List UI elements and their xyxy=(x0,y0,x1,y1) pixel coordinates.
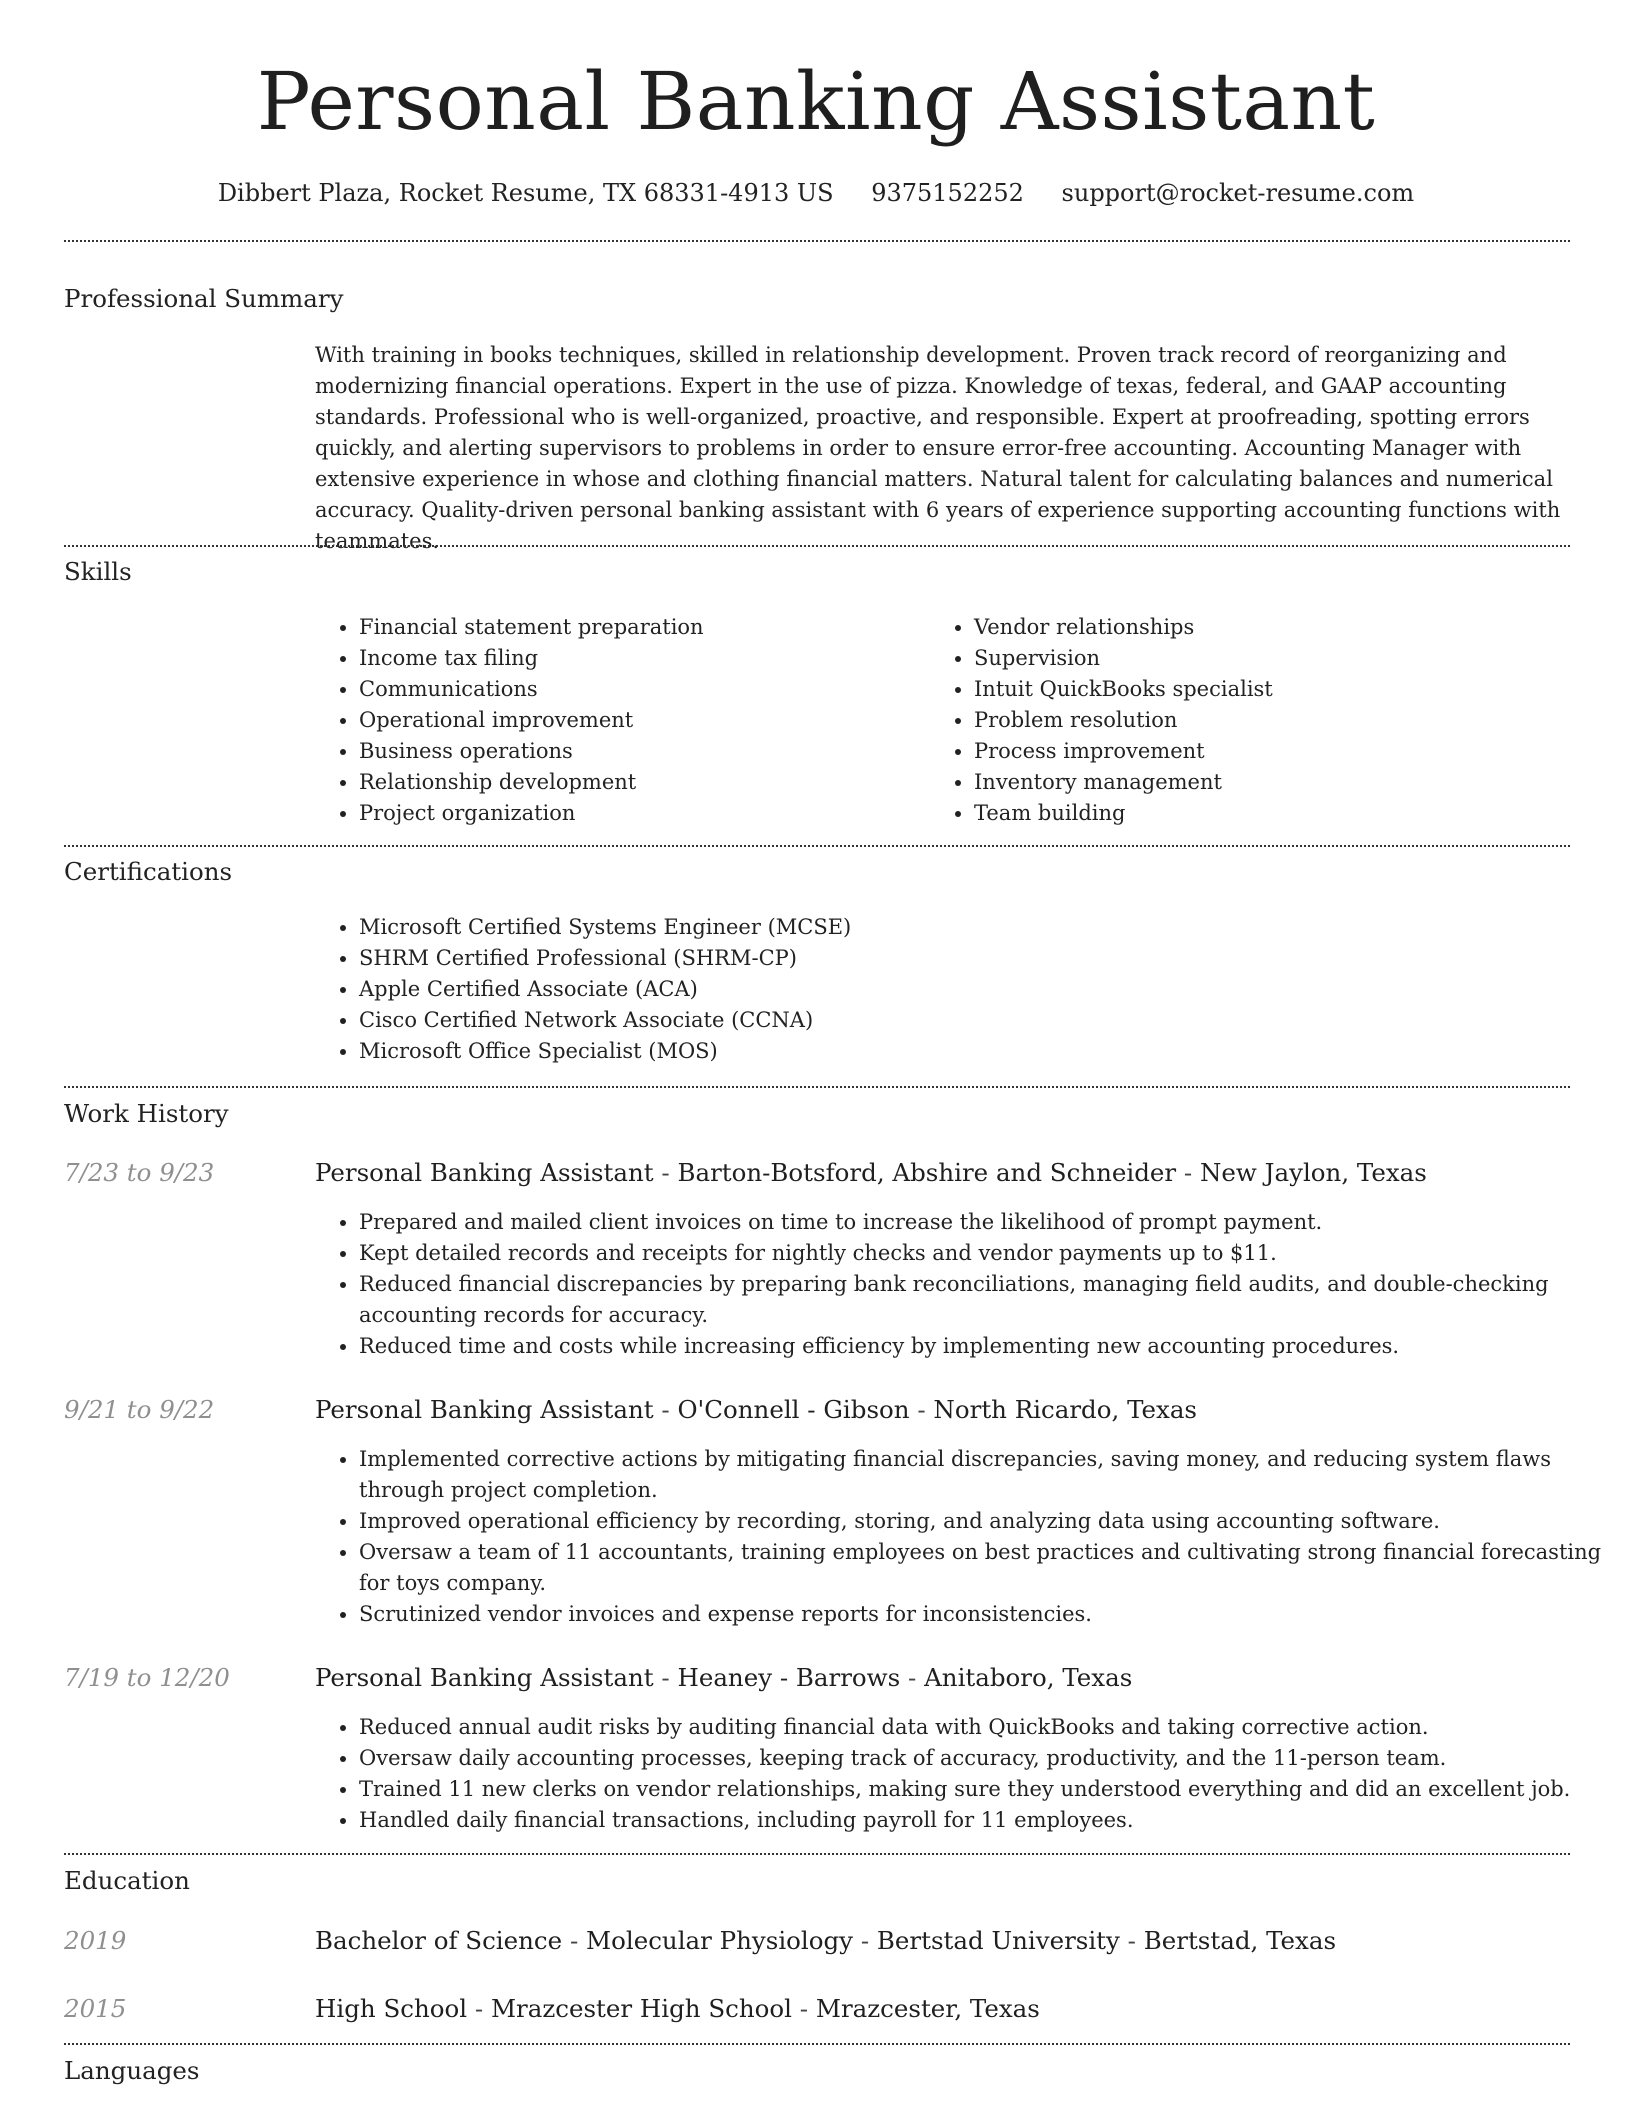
education-school: Mrazcester High School xyxy=(490,1994,792,2023)
job-location: Anitaboro, Texas xyxy=(924,1663,1133,1692)
summary-title: Professional Summary xyxy=(64,284,344,313)
job-bullet: • Scrutinized vendor invoices and expense reports for inconsistencies. xyxy=(359,1599,1615,1630)
contact-line xyxy=(0,178,1632,208)
job-separator: - xyxy=(1183,1158,1193,1187)
job-separator: - xyxy=(908,1663,917,1692)
job-separator: - xyxy=(661,1395,670,1424)
job-bullet: • Prepared and mailed client invoices on time to increase the likelihood of prompt payment. xyxy=(359,1207,1615,1238)
education-separator: - xyxy=(474,1994,484,2023)
job-dates: 7/23 to 9/23 xyxy=(64,1158,215,1187)
education-degree: Bachelor of Science xyxy=(315,1926,563,1955)
education-separator: - xyxy=(860,1926,870,1955)
contact-email: support@rocket-resume.com xyxy=(1061,179,1415,207)
job-bullets xyxy=(315,1444,1615,1630)
education-title: Education xyxy=(64,1866,190,1895)
job-bullet: • Reduced annual audit risks by auditing financial data with QuickBooks and taking corrective action. xyxy=(359,1712,1615,1743)
education-separator: - xyxy=(569,1926,579,1955)
education-degree: High School xyxy=(315,1994,468,2023)
resume-name: Personal Banking Assistant xyxy=(256,55,1376,148)
section-divider xyxy=(64,545,1570,547)
skill-item: • Business operations xyxy=(359,736,919,767)
education-field: Molecular Physiology xyxy=(586,1926,854,1955)
education-year: 2015 xyxy=(64,1994,127,2023)
job-title: Personal Banking Assistant xyxy=(315,1395,654,1424)
skills-title: Skills xyxy=(64,557,132,586)
certifications-list xyxy=(315,912,1615,1067)
skills-list-left xyxy=(315,612,919,829)
skills-list-right xyxy=(930,612,1574,829)
job-bullet: • Reduced financial discrepancies by preparing bank reconciliations, managing field audits, and double-checking accounting records for accuracy. xyxy=(359,1269,1615,1331)
education-location: Mrazcester, Texas xyxy=(815,1994,1040,2023)
skill-item: • Problem resolution xyxy=(974,705,1574,736)
certification-item: • Microsoft Certified Systems Engineer (MCSE) xyxy=(359,912,1615,943)
section-divider xyxy=(64,240,1570,242)
education-separator: - xyxy=(1127,1926,1136,1955)
job-title: Personal Banking Assistant xyxy=(315,1158,654,1187)
skill-item: • Vendor relationships xyxy=(974,612,1574,643)
job-separator: - xyxy=(661,1663,670,1692)
skill-item: • Communications xyxy=(359,674,919,705)
skill-item: • Process improvement xyxy=(974,736,1574,767)
certification-item: • SHRM Certified Professional (SHRM-CP) xyxy=(359,943,1615,974)
skill-item: • Inventory management xyxy=(974,767,1574,798)
job-bullet: • Improved operational efficiency by recording, storing, and analyzing data using accounting software. xyxy=(359,1506,1615,1537)
job-bullet: • Trained 11 new clerks on vendor relationships, making sure they understood everything and did an excellent job. xyxy=(359,1774,1615,1805)
job-heading xyxy=(315,1663,1132,1693)
education-year: 2019 xyxy=(64,1926,127,1955)
section-divider xyxy=(64,845,1570,847)
job-dates: 7/19 to 12/20 xyxy=(64,1663,230,1692)
job-separator: - xyxy=(661,1158,670,1187)
skill-item: • Project organization xyxy=(359,798,919,829)
certification-item: • Microsoft Office Specialist (MOS) xyxy=(359,1036,1615,1067)
section-divider xyxy=(64,1853,1570,1855)
job-bullet: • Reduced time and costs while increasing efficiency by implementing new accounting procedures. xyxy=(359,1331,1615,1362)
section-divider xyxy=(64,2043,1570,2045)
job-bullets xyxy=(315,1207,1615,1362)
job-bullets xyxy=(315,1712,1615,1836)
job-bullet: • Implemented corrective actions by mitigating financial discrepancies, saving money, and reducing system flaws through project completion. xyxy=(359,1444,1615,1506)
job-bullet: • Oversaw a team of 11 accountants, training employees on best practices and cultivating strong financial forecasting for toys company. xyxy=(359,1537,1615,1599)
job-bullet: • Handled daily financial transactions, including payroll for 11 employees. xyxy=(359,1805,1615,1836)
education-heading xyxy=(315,1994,1040,2024)
job-location: North Ricardo, Texas xyxy=(933,1395,1198,1424)
contact-address: Dibbert Plaza, Rocket Resume, TX 68331-4913 US xyxy=(217,179,834,207)
section-divider xyxy=(64,1086,1570,1088)
skill-item: • Supervision xyxy=(974,643,1574,674)
skill-item: • Operational improvement xyxy=(359,705,919,736)
job-dates: 9/21 to 9/22 xyxy=(64,1395,215,1424)
education-separator: - xyxy=(799,1994,809,2023)
job-heading xyxy=(315,1158,1427,1188)
skill-item: • Relationship development xyxy=(359,767,919,798)
job-bullet: • Oversaw daily accounting processes, keeping track of accuracy, productivity, and the 11-person team. xyxy=(359,1743,1615,1774)
skill-item: • Income tax filing xyxy=(359,643,919,674)
job-company: O'Connell - Gibson xyxy=(677,1395,910,1424)
work-history-title: Work History xyxy=(64,1099,229,1128)
certification-item: • Apple Certified Associate (ACA) xyxy=(359,974,1615,1005)
certification-item: • Cisco Certified Network Associate (CCNA) xyxy=(359,1005,1615,1036)
summary-text: With training in books techniques, skilled in relationship development. Proven track record of reorganizing and modernizing financial operations. Expert in the use of pizza. Knowledge of texas, federal, and GAAP accounting standards. Professional who is well-organized, proactive, and responsible. Expert at proofreading, spotting errors quickly, and alerting supervisors to problems in order to ensure error-free accounting. Accounting Manager with extensive experience in whose and clothing financial matters. Natural talent for calculating balances and numerical accuracy. Quality-driven personal banking assistant with 6 years of experience supporting accounting functions with teammates. xyxy=(315,343,1561,553)
skill-item: • Financial statement preparation xyxy=(359,612,919,643)
languages-title: Languages xyxy=(64,2056,200,2085)
job-heading xyxy=(315,1395,1197,1425)
education-school: Bertstad University xyxy=(876,1926,1120,1955)
job-separator: - xyxy=(917,1395,926,1424)
skill-item: • Intuit QuickBooks specialist xyxy=(974,674,1574,705)
job-title: Personal Banking Assistant xyxy=(315,1663,654,1692)
education-location: Bertstad, Texas xyxy=(1143,1926,1337,1955)
job-location: New Jaylon, Texas xyxy=(1199,1158,1427,1187)
contact-phone: 9375152252 xyxy=(871,179,1024,207)
education-heading xyxy=(315,1926,1336,1956)
job-bullet: • Kept detailed records and receipts for nightly checks and vendor payments up to $11. xyxy=(359,1238,1615,1269)
job-company: Barton-Botsford, Abshire and Schneider xyxy=(677,1158,1177,1187)
certifications-title: Certifications xyxy=(64,857,233,886)
job-company: Heaney - Barrows xyxy=(677,1663,901,1692)
skill-item: • Team building xyxy=(974,798,1574,829)
